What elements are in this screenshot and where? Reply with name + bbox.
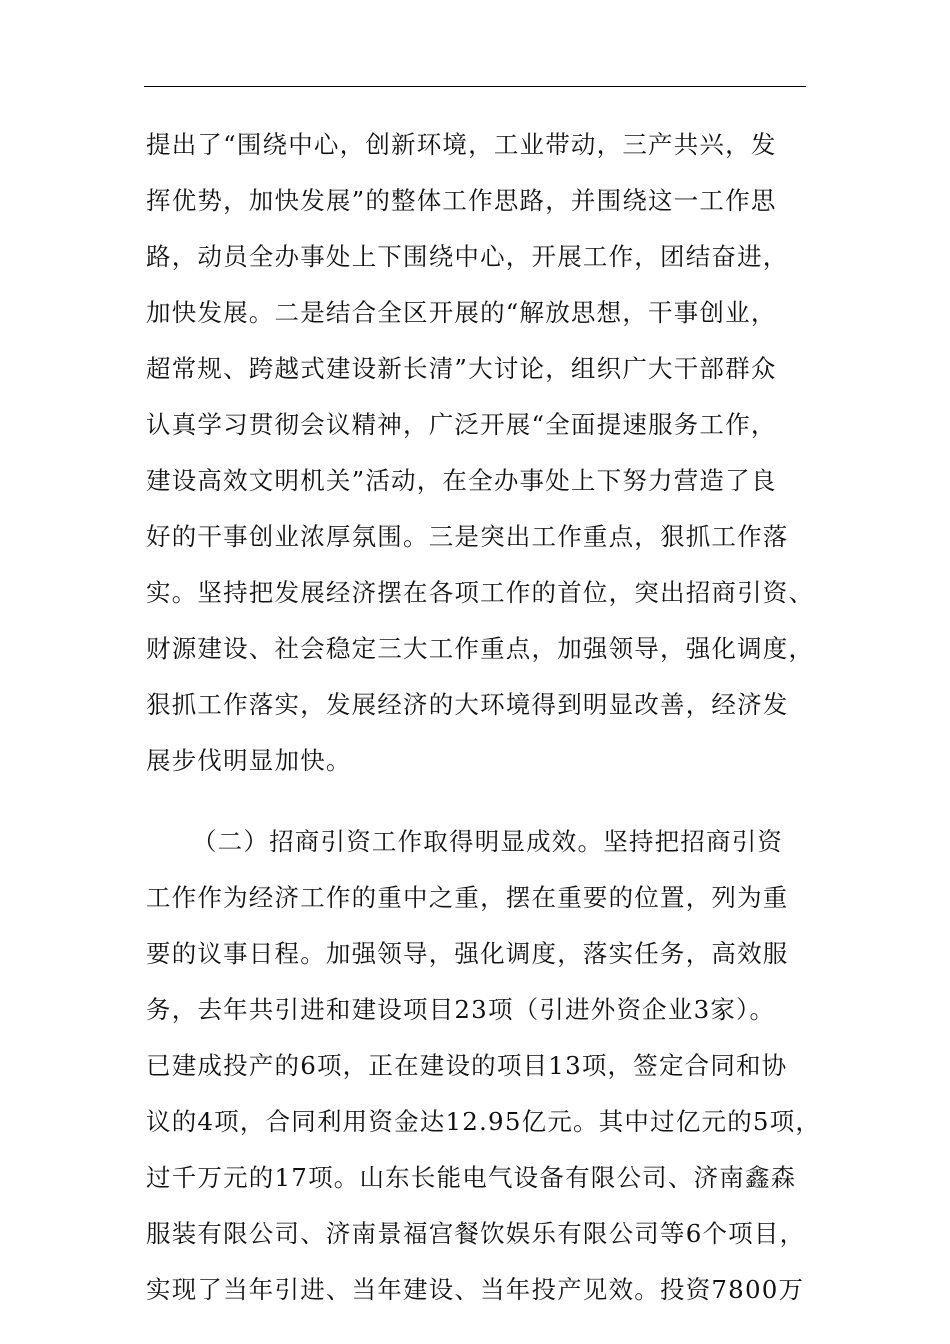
text-line: 路，动员全办事处上下围绕中心，开展工作，团结奋进，	[146, 242, 789, 271]
text-line: 好的干事创业浓厚氛围。三是突出工作重点，狠抓工作落	[146, 522, 789, 551]
text-line: 超常规、跨越式建设新长清”大讨论，组织广大干部群众	[146, 354, 777, 383]
text-line: 挥优势，加快发展”的整体工作思路，并围绕这一工作思	[146, 186, 777, 215]
text-line: 展步伐明显加快。	[146, 746, 352, 775]
text-line: 服装有限公司、济南景福宫餐饮娱乐有限公司等6个项目，	[146, 1219, 806, 1248]
section-heading-line: （二）招商引资工作取得明显成效。坚持把招商引资	[192, 827, 784, 856]
text-line: 已建成投产的6项，正在建设的项目13项，签定合同和协	[146, 1051, 788, 1080]
text-line: 工作作为经济工作的重中之重，摆在重要的位置，列为重	[146, 883, 789, 912]
header-rule	[144, 86, 806, 87]
text-line: 过千万元的17项。山东长能电气设备有限公司、济南鑫森	[146, 1163, 797, 1192]
text-line: 实。坚持把发展经济摆在各项工作的首位，突出招商引资、	[146, 578, 815, 607]
text-line: 务，去年共引进和建设项目23项（引进外资企业3家）。	[146, 995, 776, 1024]
text-line: 认真学习贯彻会议精神，广泛开展“全面提速服务工作，	[146, 410, 777, 439]
text-line: 加快发展。二是结合全区开展的“解放思想，干事创业，	[146, 298, 777, 327]
text-line: 议的4项，合同利用资金达12.95亿元。其中过亿元的5项，	[146, 1107, 822, 1136]
text-line: 提出了“围绕中心，创新环境，工业带动，三产共兴，发	[146, 130, 777, 159]
text-line: 建设高效文明机关”活动，在全办事处上下努力营造了良	[146, 466, 777, 495]
text-line: 要的议事日程。加强领导，强化调度，落实任务，高效服	[146, 939, 789, 968]
text-line: 实现了当年引进、当年建设、当年投产见效。投资7800万	[146, 1275, 805, 1304]
text-line: 狠抓工作落实，发展经济的大环境得到明显改善，经济发	[146, 690, 789, 719]
text-line: 财源建设、社会稳定三大工作重点，加强领导，强化调度，	[146, 634, 815, 663]
